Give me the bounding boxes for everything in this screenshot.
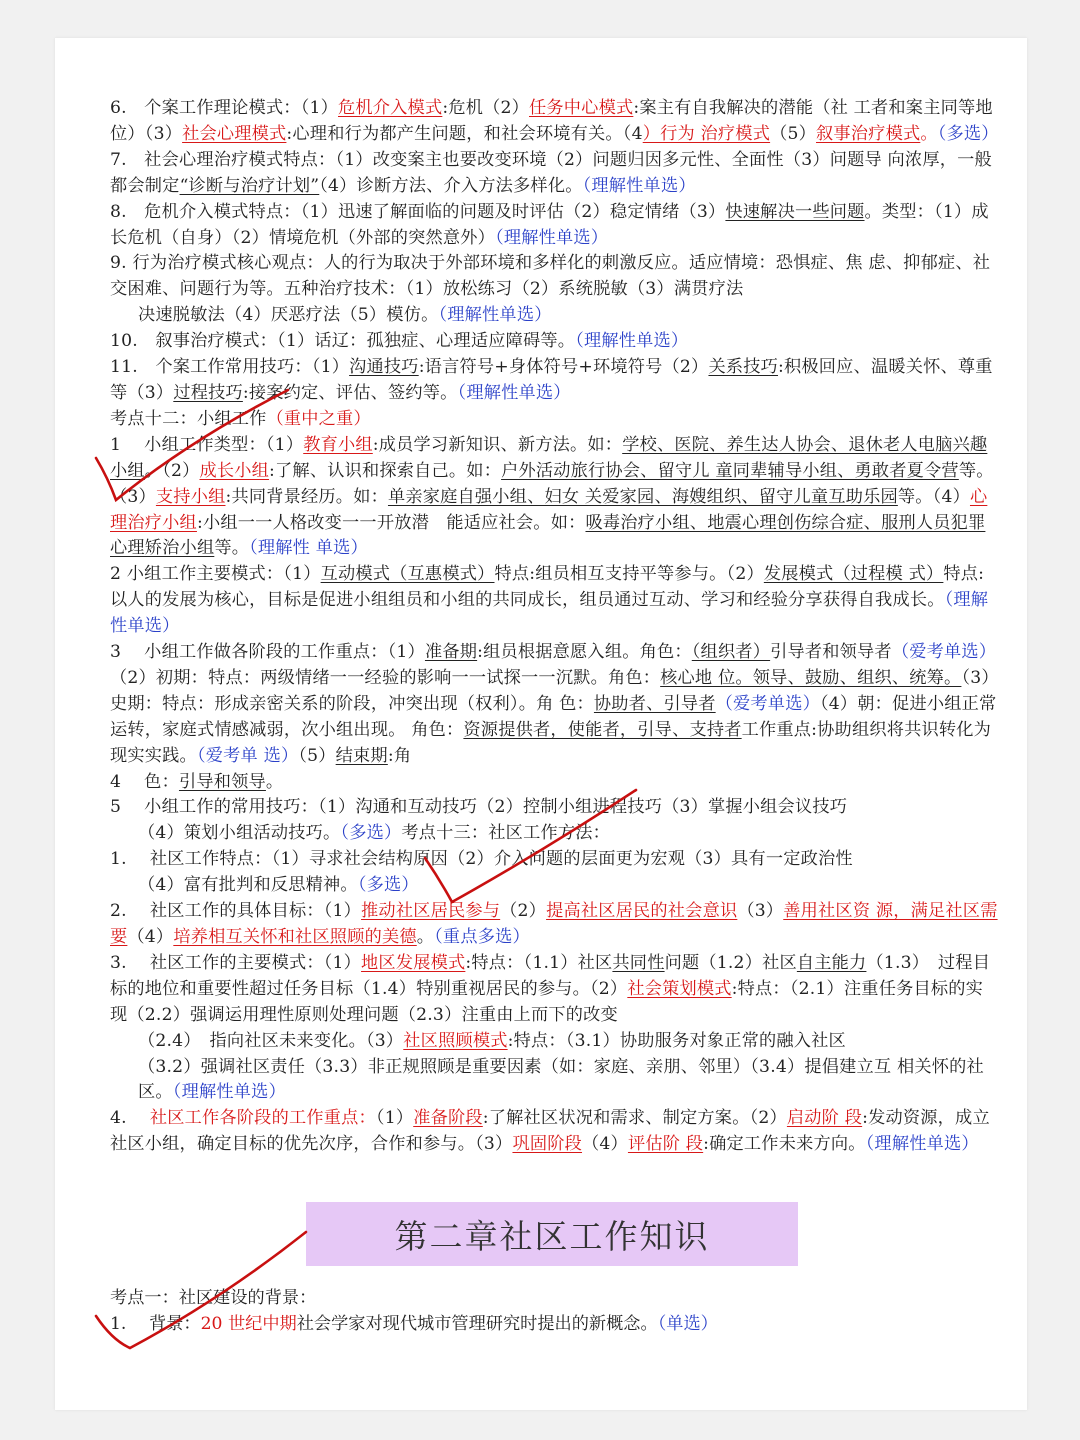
item-9-cont: 决速脱敏法（4）厌恶疗法（5）模仿。（理解性单选） <box>138 305 552 326</box>
group-item-4: 4 色：引导和领导。 <box>110 771 284 792</box>
item-8: 8. 危机介入模式特点：（1）迅速了解面临的问题及时评估（2）稳定情绪（3）快速解决一些问题。类型：（1）成长危机（自身）（2）情境危机（外部的突然意外）（理解性单选） <box>110 201 989 248</box>
item-6: 6. 个案工作理论模式：（1）危机介入模式:危机（2）任务中心模式:案主有自我解决的潜能（社 工者和案主同等地位）（3）社会心理模式:心理和行为都产生问题，和社会环境有关。（4）行为 治疗模式（5）叙事治疗模式。（多选） <box>110 98 999 144</box>
community-item-2: 2. 社区工作的具体目标：（1）推动社区居民参与（2）提高社区居民的社会意识（3）善用社区资 源，满足社区需要（4）培养相互关怀和社区照顾的美德。（重点多选） <box>110 901 998 947</box>
background-item: 1. 背景：20 世纪中期社会学家对现代城市管理研究时提出的新概念。（单选） <box>110 1313 718 1334</box>
group-item-3: 3 小组工作做各阶段的工作重点：（1）准备期:组员根据意愿入组。角色：（组织者）引导者和领导者（爱考单选）（2）初期：特点：两级情绪一一经验的影响一一试探一一沉默。角色：核心地 位。领导、鼓励、组织、统筹。（3）史期：特点：形成亲密关系的阶段，冲突出现（权利）。角 色：协助者、引导者（爱考单选）（4）朝：促进小组正常运转，家庭式情感减弱，次小组出现。 角色：资源提供者，使能者，引导、支持者工作重点:协助组织将共识转化为现实实践。（爱考单 选）（5）结束期:角 <box>110 642 999 766</box>
notes-body <box>110 96 1000 1158</box>
community-item-3-cont2: （3.2）强调社区责任（3.3）非正规照顾是重要因素（如：家庭、亲朋、邻里）（3.4）提倡建立互 相关怀的社区。（理解性单选） <box>138 1056 984 1103</box>
group-item-2: 2 小组工作主要模式：（1）互动模式（互惠模式）特点:组员相互支持平等参与。（2）发展模式（过程模 式）特点:以人的发展为核心，目标是促进小组组员和小组的共同成长，组员通过互动、学习和经验分享获得自我成长。（理解性单选） <box>110 564 989 637</box>
community-item-3: 3. 社区工作的主要模式：（1）地区发展模式:特点：（1.1）社区共同性问题（1.2）社区自主能力（1.3） 过程目标的地位和重要性超过任务目标（1.4）特别重视居民的参与。（2）社会策划模式:特点：（2.1）注重任务目标的实现（2.2）强调运用理性原则处理问题（2.3）注重由上而下的改变 <box>110 952 991 1025</box>
group-item-5-cont: （4）策划小组活动技巧。（多选）考点十三：社区工作方法： <box>138 823 611 844</box>
community-item-1: 1. 社区工作特点：（1）寻求社会结构原因（2）介入问题的层面更为宏观（3）具有一定政治性 <box>110 849 853 870</box>
key-point-1: 考点一：社区建设的背景： <box>110 1288 317 1308</box>
community-item-4: 4. 社区工作各阶段的工作重点：（1）准备阶段:了解社区状况和需求、制定方案。（2）启动阶 段:发动资源，成立社区小组，确定目标的优先次序，合作和参与。（3）巩固阶段（4）评估阶 段:确定工作未来方向。（理解性单选） <box>110 1108 990 1155</box>
item-11: 11. 个案工作常用技巧：（1）沟通技巧:语言符号+身体符号+环境符号（2）关系技巧:积极回应、温暖关怀、尊重等（3）过程技巧:接案约定、评估、签约等。（理解性单选） <box>110 357 993 403</box>
key-point-12: 考点十二：小组工作（重中之重） <box>110 408 371 429</box>
item-7: 7. 社会心理治疗模式特点：（1）改变案主也要改变环境（2）问题归因多元性、全面性（3）问题导 向浓厚，一般都会制定“诊断与治疗计划”（4）诊断方法、介入方法多样化。（理解性单选） <box>110 149 992 196</box>
item-10: 10. 叙事治疗模式：（1）话辽：孤独症、心理适应障碍等。（理解性单选） <box>110 331 689 352</box>
group-item-1: 1 小组工作类型：（1）教育小组:成员学习新知识、新方法。如：学校、医院、养生达人协会、退休老人电脑兴趣小组。（2）成长小组:了解、认识和探索自己。如：户外活动旅行协会、留守儿 童同辈辅导小组、勇敢者夏令营等。（3）支持小组:共同背景经历。如：单亲家庭自强小组、妇女 关爱家园、海嫂组织、留守儿童互助乐园等。（4）心理治疗小组:小组一一人格改变一一开放潜 能适应社会。如：吸毒治疗小组、地震心理创伤综合症、服刑人员犯罪心理矫治小组等。（理解性 单选） <box>110 434 994 559</box>
chapter-title: 第二章社区工作知识 <box>306 1202 798 1266</box>
chapter-body <box>110 1286 1000 1338</box>
item-9: 9. 行为治疗模式核心观点：人的行为取决于外部环境和多样化的刺激反应。适应情境：恐惧症、焦 虑、抑郁症、社交困难、问题行为等。五种治疗技术：（1）放松练习（2）系统脱敏（3）满贯疗法 <box>110 253 991 300</box>
community-item-3-cont: （2.4） 指向社区未来变化。（3）社区照顾模式:特点：（3.1）协助服务对象正常的融入社区 <box>138 1030 846 1051</box>
group-item-5: 5 小组工作的常用技巧：（1）沟通和互动技巧（2）控制小组进程技巧（3）掌握小组会议技巧 <box>110 797 848 818</box>
community-item-1-cont: （4）富有批判和反思精神。（多选） <box>138 875 419 896</box>
